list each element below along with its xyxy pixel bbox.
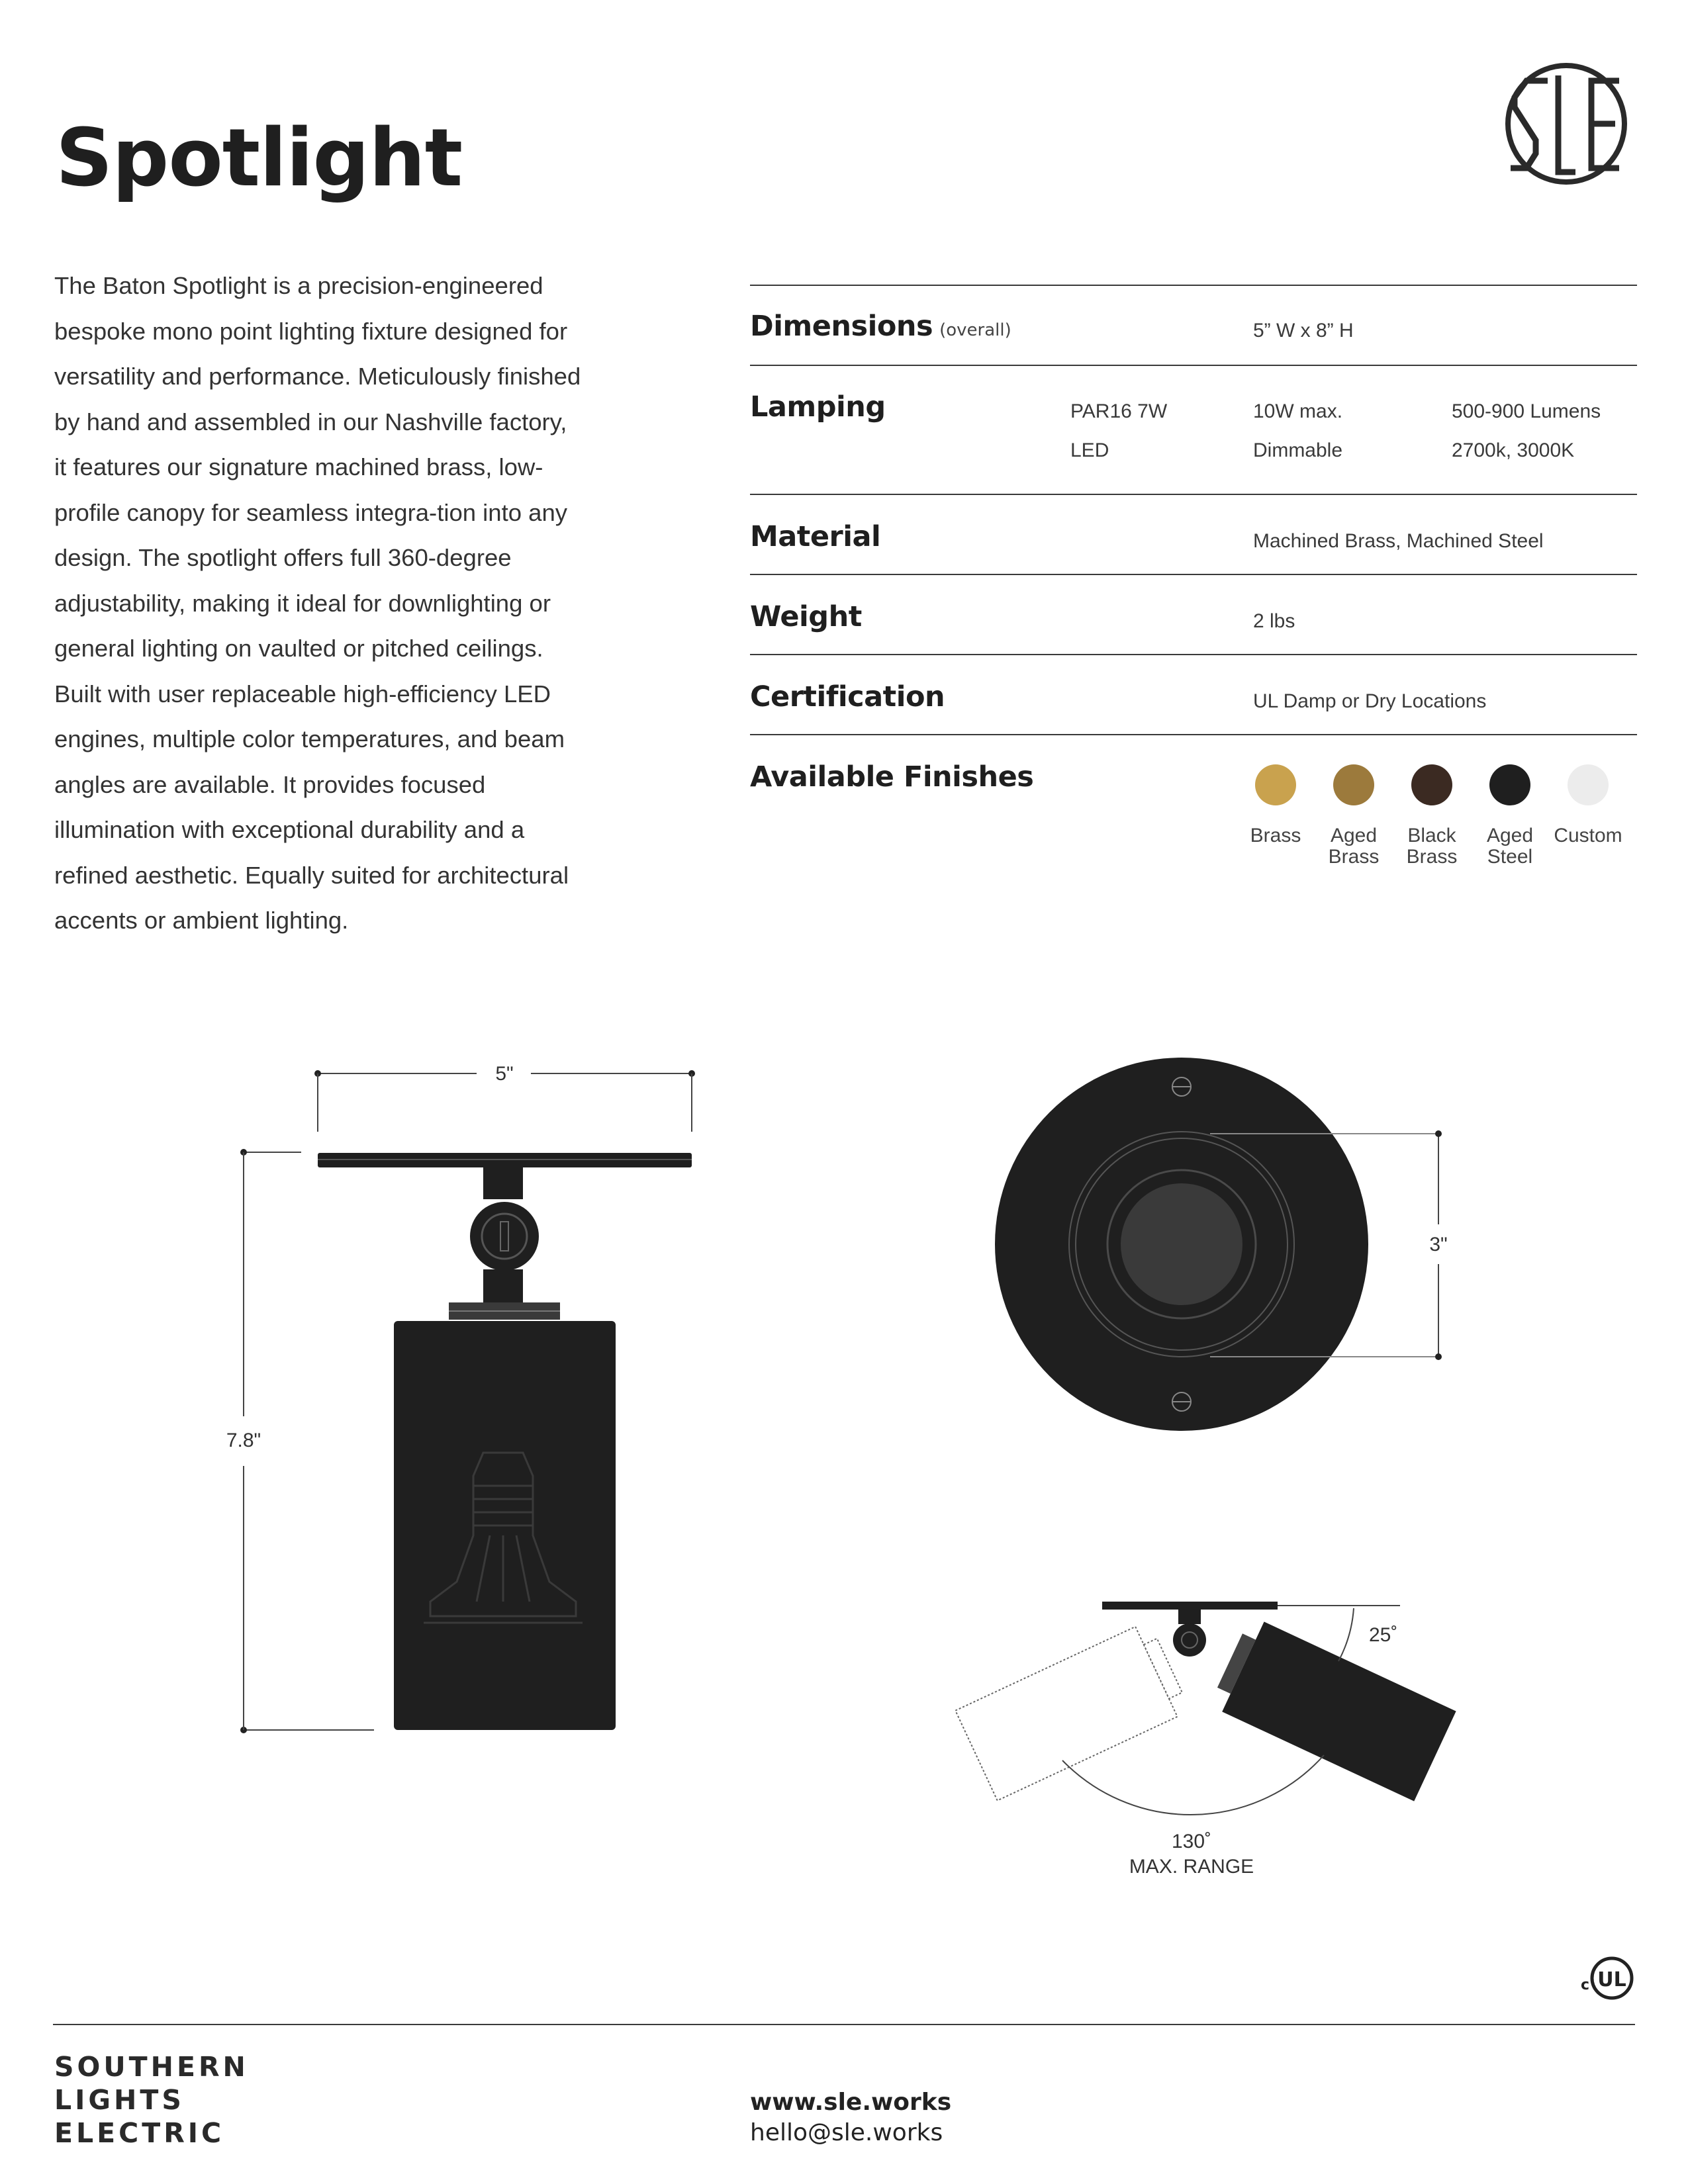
finish-swatch (1568, 764, 1609, 805)
front-view-drawing (995, 1058, 1448, 1431)
company-name-line: LIGHTS (54, 2084, 185, 2116)
lamping-source: LED (1070, 439, 1109, 461)
lamping-dimmable: Dimmable (1253, 439, 1343, 461)
spec-divider (750, 365, 1637, 366)
page-title: Spotlight (56, 113, 463, 205)
lamping-lumens: 500-900 Lumens (1452, 400, 1601, 422)
width-dimension-label: 5" (495, 1063, 514, 1085)
spec-label-weight: Weight (750, 600, 862, 633)
ul-mark-ul: UL (1597, 1968, 1626, 1991)
spec-label-finishes: Available Finishes (750, 760, 1034, 794)
certification-value: UL Damp or Dry Locations (1253, 690, 1487, 712)
sle-logo (1495, 61, 1638, 187)
finish-label-line: Brass (1406, 846, 1458, 868)
side-view-drawing (226, 1063, 695, 1733)
product-description: The Baton Spotlight is a precision-engineered bespoke mono point lighting fixture designed for versatility and performance. Meticulously finished by hand and assembled in our Nashville factory, it features our signature machined brass, low-profile canopy for seamless integra-tion into any design. The spotlight offers full 360-degree adjustability, making it ideal for downlighting or general lighting on vaulted or pitched ceilings. Built with user replaceable high-efficiency LED engines, multiple color temperatures, and beam angles are available. It provides focused illumination with exceptional durability and a refined aesthetic. Equally suited for architectural accents or ambient lighting. (54, 272, 581, 934)
spec-label-lamping: Lamping (750, 390, 886, 424)
spec-label-dimensions: Dimensions (overall) (750, 310, 1011, 343)
lamping-cct: 2700k, 3000K (1452, 439, 1575, 461)
diameter-dimension-label: 3" (1429, 1234, 1448, 1255)
weight-value: 2 lbs (1253, 610, 1295, 632)
spec-divider (750, 734, 1637, 735)
dimensions-value: 5” W x 8” H (1253, 320, 1354, 341)
finish-label-line: Brass (1250, 825, 1301, 846)
finish-swatch (1255, 764, 1296, 805)
range-angle-label: 130˚ (1171, 1831, 1212, 1852)
company-name-line: ELECTRIC (54, 2117, 225, 2149)
finish-label-line: Aged (1330, 825, 1378, 846)
company-name-line: SOUTHERN (54, 2051, 249, 2083)
finish-label-line: Black (1407, 825, 1456, 846)
company-name (54, 2050, 249, 2150)
spec-divider (750, 285, 1637, 286)
email-link[interactable]: hello@sle.works (750, 2119, 943, 2146)
spec-divider (750, 574, 1637, 575)
finish-swatch (1333, 764, 1374, 805)
tilt-range-drawing (955, 1602, 1456, 1878)
spec-divider (750, 654, 1637, 655)
finish-swatch (1489, 764, 1530, 805)
footer-divider (53, 2024, 1635, 2025)
lamping-wattage: 10W max. (1253, 400, 1343, 422)
tilt-angle-label: 25˚ (1369, 1624, 1398, 1646)
finish-label-line: Custom (1554, 825, 1622, 846)
finish-label-line: Brass (1328, 846, 1380, 868)
technical-drawings (0, 1032, 1688, 1919)
lamping-lamp-type: PAR16 7W (1070, 400, 1168, 422)
ul-certification-mark (1575, 1955, 1635, 2001)
finish-label-line: Aged (1486, 825, 1534, 846)
ul-mark-c: c (1581, 1977, 1590, 1993)
spec-label-certification: Certification (750, 680, 945, 713)
height-dimension-label: 7.8" (226, 1430, 261, 1451)
spec-divider (750, 494, 1637, 495)
material-value: Machined Brass, Machined Steel (1253, 530, 1544, 552)
spec-label-material: Material (750, 520, 881, 553)
website-link[interactable]: www.sle.works (750, 2089, 952, 2116)
finish-label-line: Steel (1487, 846, 1533, 868)
finish-label (1542, 825, 1634, 846)
contact-info (750, 2087, 951, 2148)
finish-swatch (1411, 764, 1452, 805)
range-caption: MAX. RANGE (1129, 1856, 1254, 1878)
